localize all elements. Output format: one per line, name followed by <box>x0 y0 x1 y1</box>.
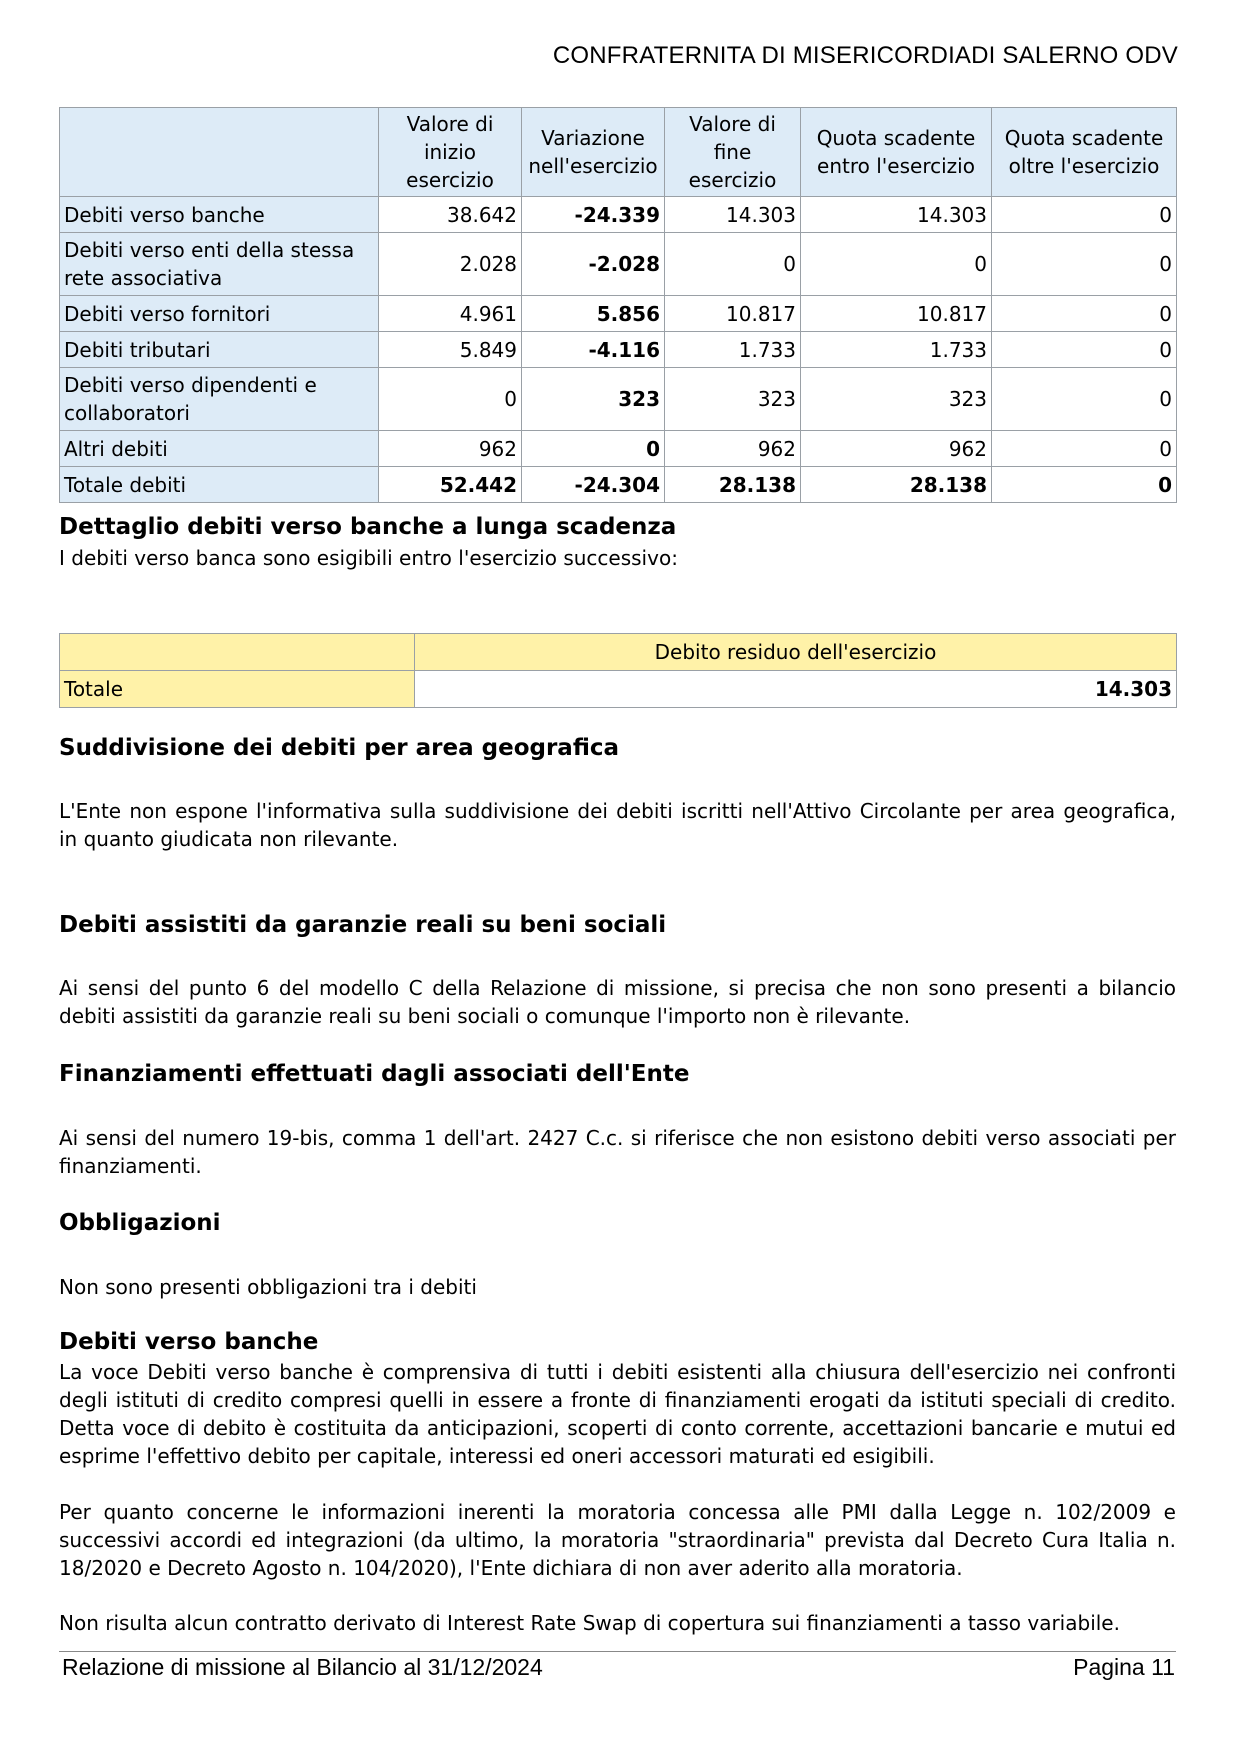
guarantees-text: Ai sensi del punto 6 del modello C della Relazione di missione, si precisa che non sono presenti a bilancio debiti assistiti da garanzie reali su beni sociali o comunque l'importo non è rilevante. <box>59 976 1176 1028</box>
cell-value: 0 <box>992 296 1177 332</box>
cell-value: 0 <box>379 368 522 431</box>
row-label: Debiti verso dipendenti e collaboratori <box>60 368 379 431</box>
column-header: Valore di inizio esercizio <box>379 108 522 197</box>
bank-debts-heading: Debiti verso banche <box>59 1329 319 1355</box>
cell-value: 28.138 <box>801 467 992 503</box>
long-term-heading: Dettaglio debiti verso banche a lunga scadenza <box>59 514 677 540</box>
cell-value: -24.304 <box>522 467 665 503</box>
member-loans-text: Ai sensi del numero 19-bis, comma 1 dell'art. 2427 C.c. si riferisce che non esistono debiti verso associati per finanziamenti. <box>59 1126 1176 1178</box>
cell-value: 10.817 <box>801 296 992 332</box>
bonds-heading: Obbligazioni <box>59 1210 221 1236</box>
debts-table <box>59 107 1177 503</box>
cell-value: 5.856 <box>522 296 665 332</box>
cell-value: 14.303 <box>801 197 992 233</box>
cell-value: 0 <box>992 431 1177 467</box>
bank-debts-paragraph: La voce Debiti verso banche è comprensiva di tutti i debiti esistenti alla chiusura dell'esercizio nei confronti degli istituti di credito compresi quelli in essere a fronte di finanziamenti erogati da istituti speciali di credito. Detta voce di debito è costituita da anticipazioni, scoperti di conto corrente, accettazioni bancarie e mutui ed esprime l'effettivo debito per capitale, interessi ed oneri accessori maturati ed esigibili. <box>59 1360 1176 1468</box>
geo-text: L'Ente non espone l'informativa sulla suddivisione dei debiti iscritti nell'Attivo Circolante per area geografica, in quanto giudicata non rilevante. <box>59 799 1176 851</box>
cell-value: 10.817 <box>665 296 801 332</box>
cell-value: 0 <box>522 431 665 467</box>
cell-value: 962 <box>665 431 801 467</box>
cell-value: 962 <box>801 431 992 467</box>
table-corner-cell <box>60 634 415 671</box>
document-header-title: CONFRATERNITA DI MISERICORDIADI SALERNO ODV <box>552 42 1178 69</box>
cell-value: 28.138 <box>665 467 801 503</box>
row-label: Debiti verso banche <box>60 197 379 233</box>
cell-value: 5.849 <box>379 332 522 368</box>
bonds-text: Non sono presenti obbligazioni tra i debiti <box>59 1275 477 1299</box>
column-header: Variazione nell'esercizio <box>522 108 665 197</box>
swap-paragraph: Non risulta alcun contratto derivato di Interest Rate Swap di copertura sui finanziamenti a tasso variabile. <box>59 1611 1120 1635</box>
row-label: Debiti tributari <box>60 332 379 368</box>
table-row <box>60 296 1177 332</box>
cell-value: 962 <box>379 431 522 467</box>
cell-value: 323 <box>522 368 665 431</box>
moratorium-paragraph: Per quanto concerne le informazioni inerenti la moratoria concessa alle PMI dalla Legge n. 102/2009 e successivi accordi ed integrazioni (da ultimo, la moratoria "straordinaria" prevista dal Decreto Cura Italia n. 18/2020 e Decreto Agosto n. 104/2020), l'Ente dichiara di non aver aderito alla moratoria. <box>59 1500 1176 1580</box>
cell-value: 0 <box>801 233 992 296</box>
cell-value: 0 <box>665 233 801 296</box>
footer-divider <box>59 1651 1176 1652</box>
column-header: Quota scadente oltre l'esercizio <box>992 108 1177 197</box>
table-row <box>60 233 1177 296</box>
table-corner-cell <box>60 108 379 197</box>
cell-value: 0 <box>992 233 1177 296</box>
cell-value: -2.028 <box>522 233 665 296</box>
cell-value: -24.339 <box>522 197 665 233</box>
table-row <box>60 431 1177 467</box>
cell-value: 14.303 <box>665 197 801 233</box>
residual-debt-table <box>59 633 1177 708</box>
geo-heading: Suddivisione dei debiti per area geografica <box>59 735 620 761</box>
cell-value: 323 <box>665 368 801 431</box>
row-label: Debiti verso enti della stessa rete associativa <box>60 233 379 296</box>
cell-value: 38.642 <box>379 197 522 233</box>
member-loans-heading: Finanziamenti effettuati dagli associati dell'Ente <box>59 1061 690 1087</box>
table-row <box>60 197 1177 233</box>
cell-value: 323 <box>801 368 992 431</box>
table-row <box>60 368 1177 431</box>
cell-value: 1.733 <box>801 332 992 368</box>
cell-value: -4.116 <box>522 332 665 368</box>
cell-value: 0 <box>992 467 1177 503</box>
table-row <box>60 671 1177 708</box>
guarantees-heading: Debiti assistiti da garanzie reali su beni sociali <box>59 912 667 938</box>
cell-value: 2.028 <box>379 233 522 296</box>
cell-value: 0 <box>992 368 1177 431</box>
cell-value: 1.733 <box>665 332 801 368</box>
row-label: Altri debiti <box>60 431 379 467</box>
cell-value: 52.442 <box>379 467 522 503</box>
table-total-row <box>60 467 1177 503</box>
footer-document-title: Relazione di missione al Bilancio al 31/12/2024 <box>62 1654 543 1680</box>
cell-value: 0 <box>992 332 1177 368</box>
cell-value: 14.303 <box>415 671 1177 708</box>
column-header: Quota scadente entro l'esercizio <box>801 108 992 197</box>
column-header: Debito residuo dell'esercizio <box>415 634 1177 671</box>
table-row <box>60 332 1177 368</box>
footer-page-number: Pagina 11 <box>1073 1654 1175 1680</box>
row-label: Totale debiti <box>60 467 379 503</box>
cell-value: 4.961 <box>379 296 522 332</box>
column-header: Valore di fine esercizio <box>665 108 801 197</box>
long-term-text: I debiti verso banca sono esigibili entro l'esercizio successivo: <box>59 546 678 570</box>
row-label: Debiti verso fornitori <box>60 296 379 332</box>
cell-value: 0 <box>992 197 1177 233</box>
row-label: Totale <box>60 671 415 708</box>
